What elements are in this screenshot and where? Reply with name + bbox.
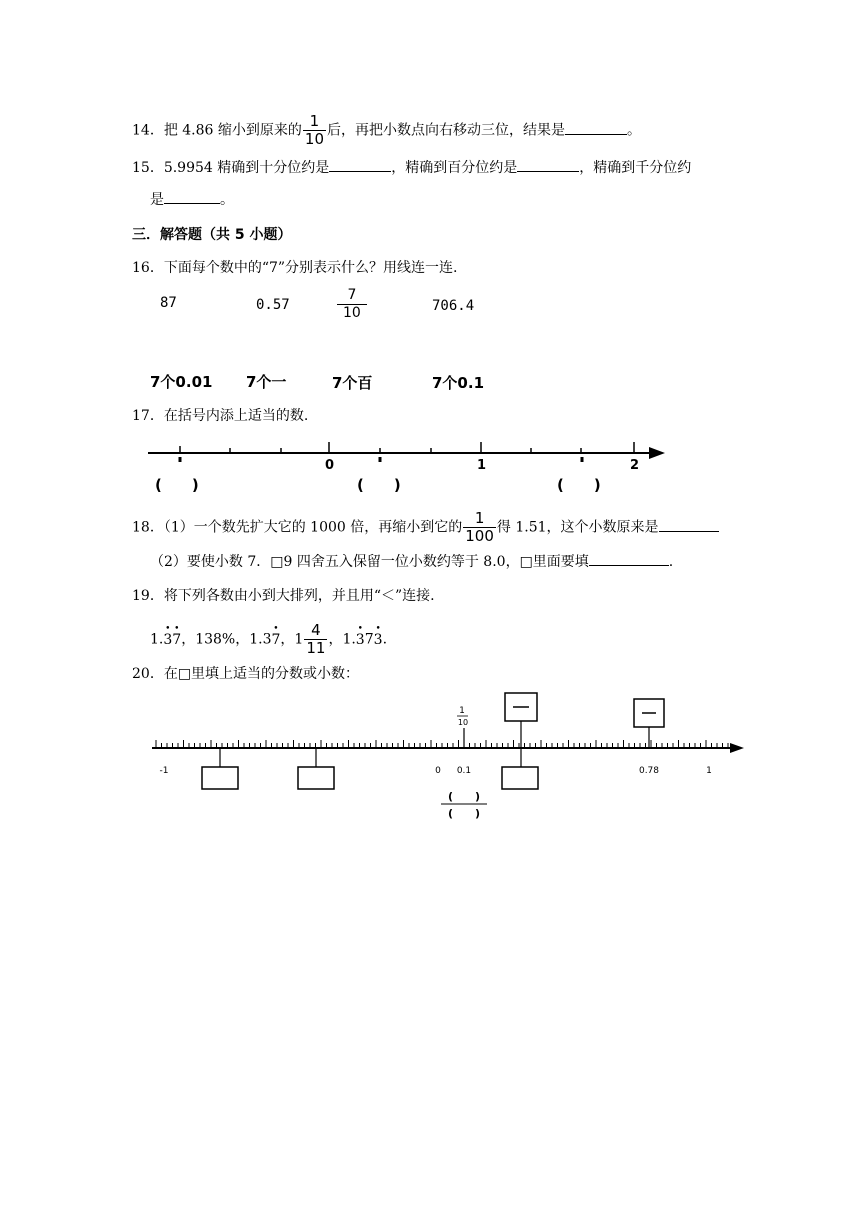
svg-text:1: 1	[459, 706, 465, 716]
axis-label-1: 1	[706, 766, 712, 776]
answer-paren-numerator[interactable]: ( )	[447, 790, 481, 803]
number-line-17	[145, 432, 675, 502]
answer-paren-1[interactable]: ( )	[155, 476, 199, 494]
answer-blank[interactable]	[659, 517, 719, 532]
question-number: 14．	[132, 122, 164, 139]
question-17: 17．在括号内添上适当的数.	[132, 408, 309, 424]
answer-blank[interactable]	[565, 120, 627, 135]
question-18-part2: （2）要使小数 7．□9 四舍五入保留一位小数约等于 8.0，□里面要填 .	[150, 551, 673, 572]
answer-paren-denominator[interactable]: ( )	[447, 807, 481, 820]
answer-paren-2[interactable]: ( )	[357, 476, 401, 494]
number-87: 87	[160, 295, 177, 311]
question-14: 14．把 4.86 缩小到原来的 $\frac{1}{10}$ 后，再把小数点向右移动三位，结果是 。	[132, 112, 641, 148]
fraction-7-10: $\frac{7}{10}$	[336, 287, 368, 322]
svg-text:10: 10	[457, 718, 469, 727]
answer-blank[interactable]	[164, 189, 220, 204]
meaning-4[interactable]: 7个0.1	[432, 374, 485, 392]
axis-label-0-1: 0.1	[456, 766, 472, 776]
mixed-fraction: $\frac{4}{11}$	[306, 621, 326, 657]
axis-label-0-78: 0.78	[638, 766, 660, 776]
question-number: 16．	[132, 260, 164, 276]
question-number: 19．	[132, 588, 164, 604]
fraction: $\frac{1}{100}$	[465, 509, 494, 545]
answer-blank[interactable]	[329, 157, 391, 172]
question-18-part1: 18．（1）一个数先扩大它的 1000 倍，再缩小到它的 $\frac{1}{100}$ 得 1.51，这个小数原来是	[132, 510, 719, 545]
answer-blank[interactable]	[517, 157, 579, 172]
axis-label-2: 2	[630, 458, 640, 473]
question-15-line2: 是 。	[150, 189, 234, 210]
question-20: 20．在□里填上适当的分数或小数：	[132, 666, 360, 682]
meaning-3[interactable]: 7个百	[332, 374, 373, 392]
section-heading: 三．解答题（共 5 小题）	[132, 227, 292, 243]
answer-paren-3[interactable]: ( )	[557, 476, 601, 494]
fraction: $\frac{1}{10}$	[304, 112, 324, 148]
question-number: 15．	[132, 160, 164, 176]
number-706-4: 706.4	[432, 298, 475, 314]
meaning-1[interactable]: 7个0.01	[150, 373, 213, 391]
question-15: 15．5.9954 精确到十分位约是 ，精确到百分位约是 ，精确到千分位约	[132, 157, 691, 178]
question-16: 16．下面每个数中的“7”分别表示什么？用线连一连.	[132, 260, 458, 276]
question-number: 17．	[132, 408, 164, 424]
answer-box-bottom-3[interactable]	[502, 767, 538, 789]
question-number: 18．	[132, 519, 164, 536]
answer-blank[interactable]	[589, 551, 669, 566]
axis-label-1: 1	[477, 458, 487, 473]
number-0-57: 0.57	[256, 297, 290, 313]
axis-label-neg1: -1	[159, 766, 169, 776]
axis-label-0: 0	[435, 766, 441, 776]
numbers-to-order: 1.• 3• 7，138%，1.3• 7，1 $\frac{4}{11}$ ，1.• 37• 3.	[150, 622, 387, 657]
meaning-2[interactable]: 7个一	[246, 373, 287, 391]
axis-label-0: 0	[325, 458, 335, 473]
answer-box-bottom-2[interactable]	[298, 767, 334, 789]
number-line-20	[148, 690, 748, 820]
question-number: 20．	[132, 666, 164, 682]
question-19: 19．将下列各数由小到大排列，并且用“＜”连接.	[132, 588, 435, 604]
answer-box-bottom-1[interactable]	[202, 767, 238, 789]
